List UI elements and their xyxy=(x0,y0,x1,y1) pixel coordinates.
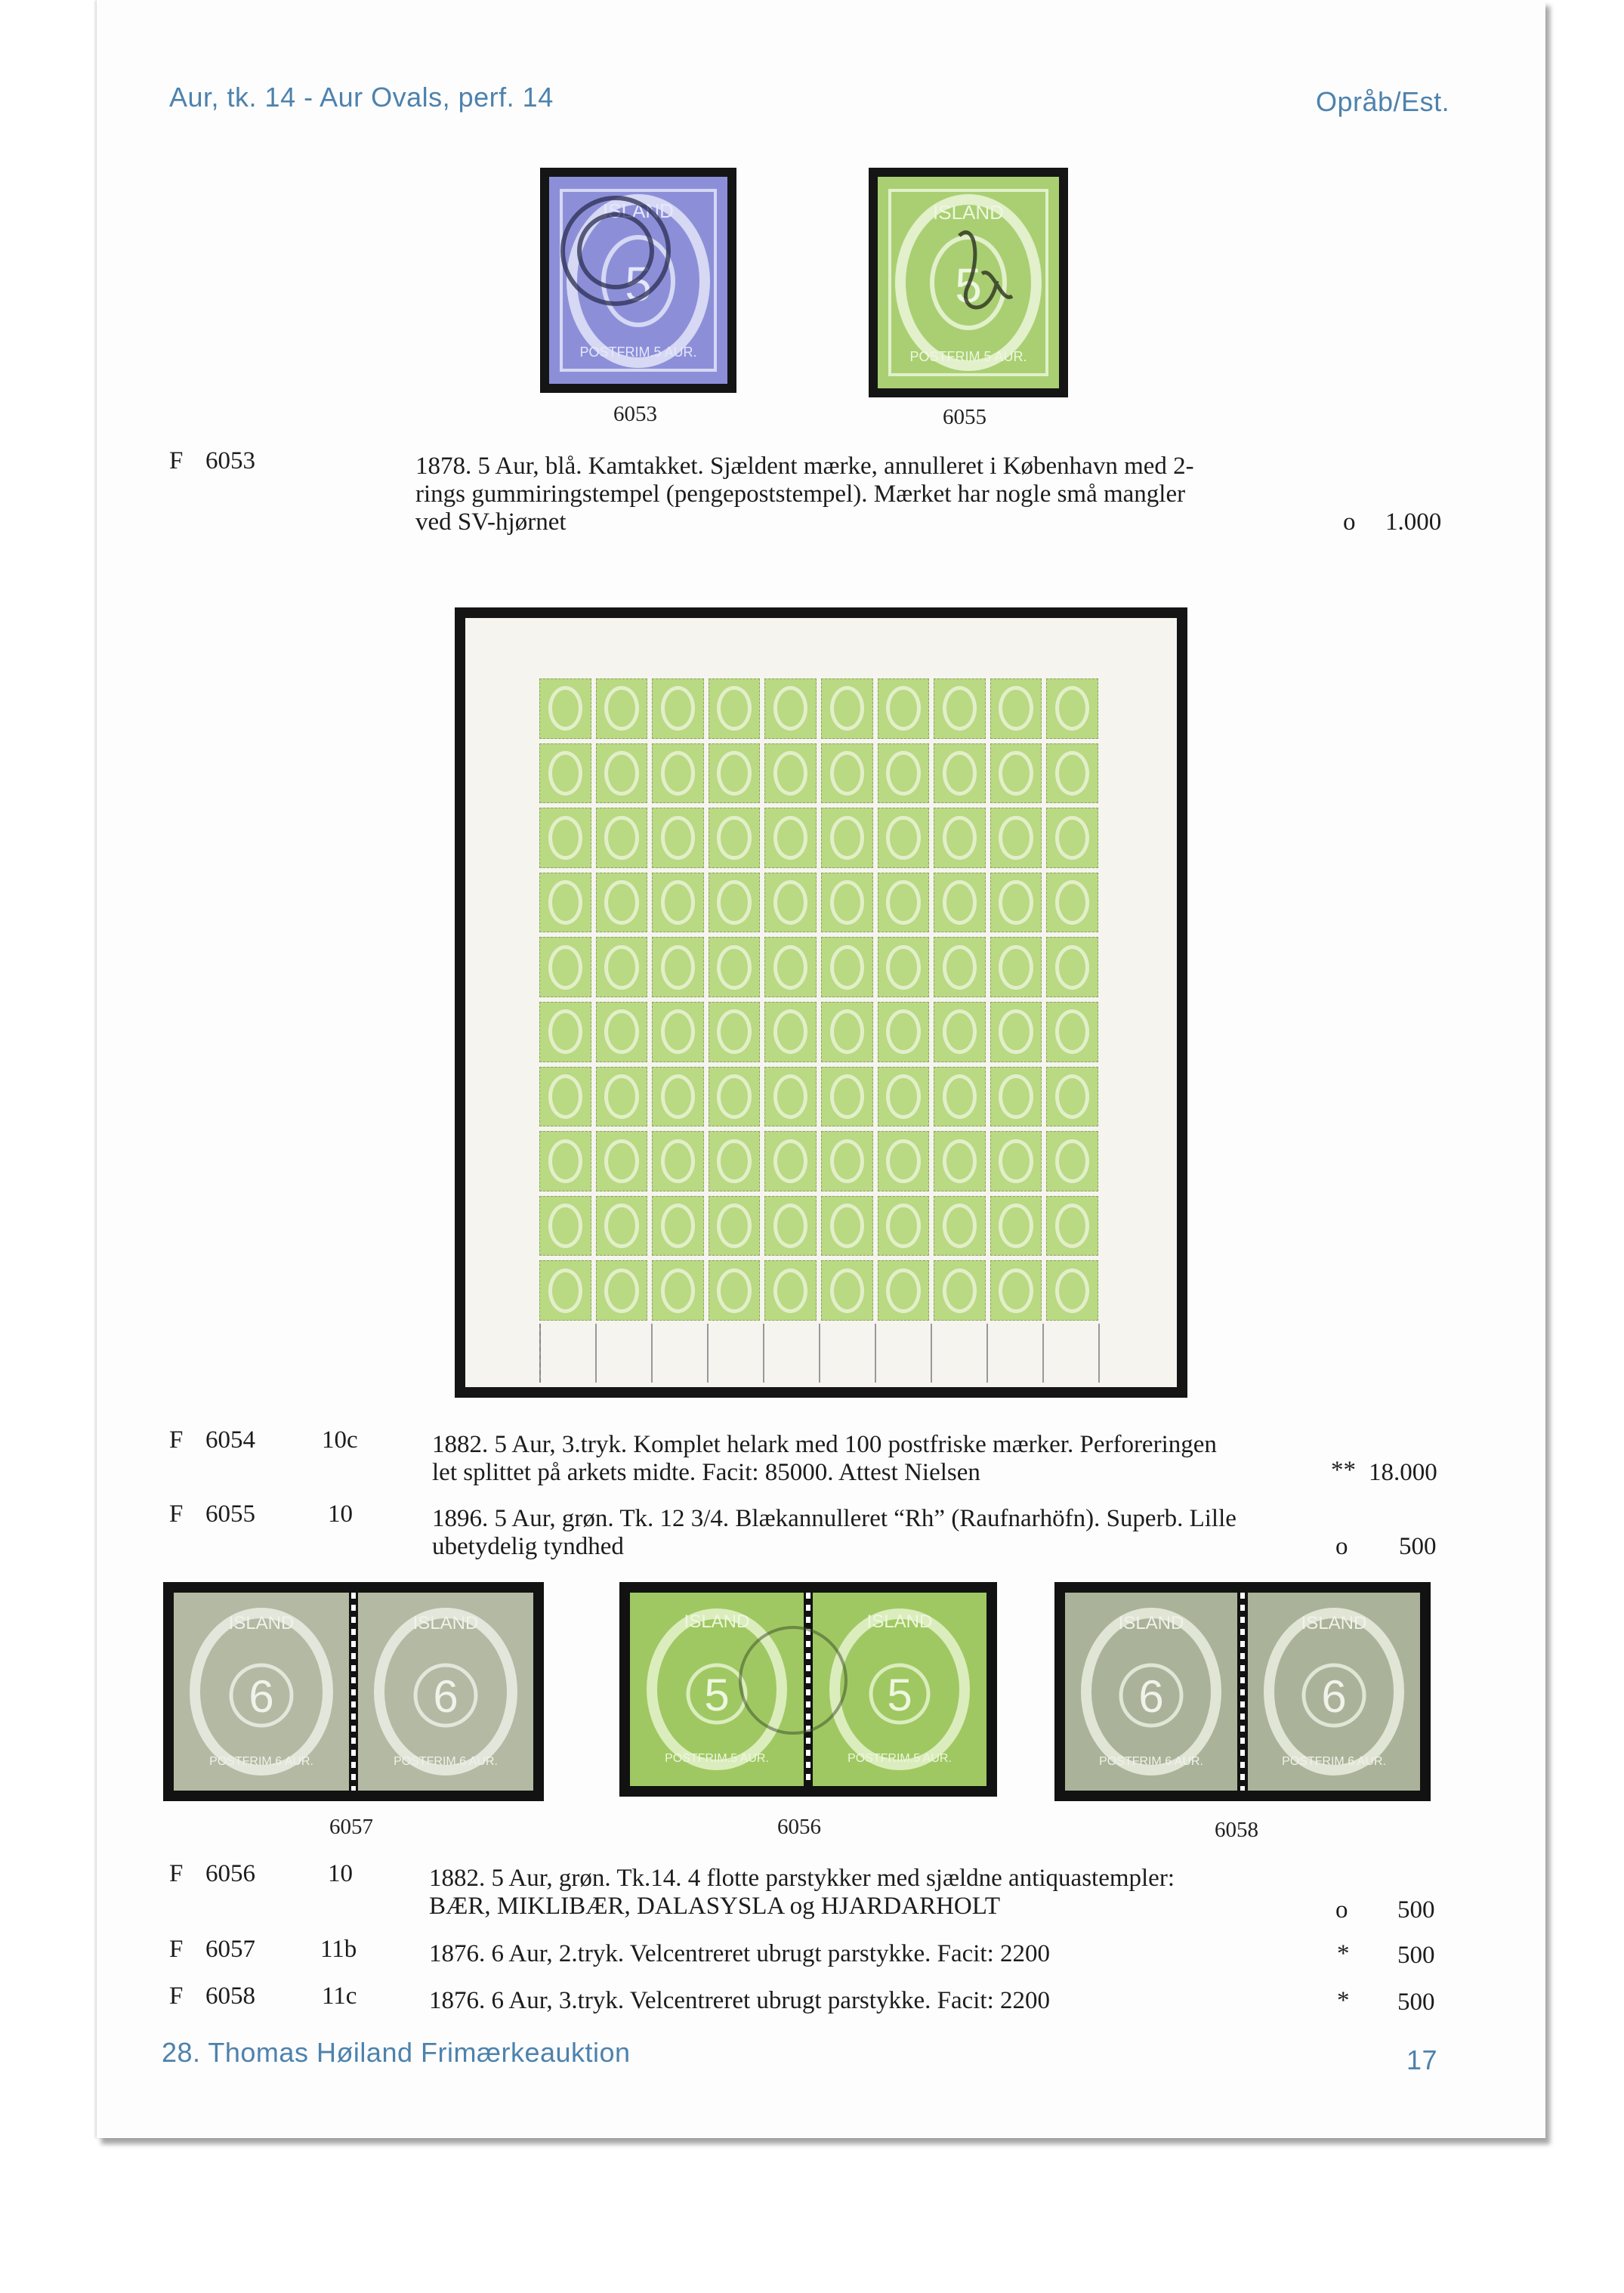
pair-6057-country-right: ISLAND xyxy=(412,1613,479,1633)
sheet-stamp xyxy=(1046,678,1098,739)
lot-estimate: 500 xyxy=(1397,1942,1435,1969)
sheet-stamp xyxy=(764,1067,817,1127)
sheet-stamp xyxy=(1046,937,1098,997)
sheet-stamp xyxy=(764,1260,817,1321)
lot-condition: * xyxy=(1337,1987,1350,2014)
stamp-6055-country: ISLAND xyxy=(933,201,1004,224)
pair-6056-denomination-left: 5 xyxy=(704,1670,730,1720)
sheet-stamp xyxy=(539,1067,591,1127)
sheet-stamp xyxy=(596,743,648,804)
sheet-stamp xyxy=(878,1196,930,1256)
stamp-6053-image xyxy=(540,168,736,393)
sheet-stamp xyxy=(596,1260,648,1321)
sheet-stamp xyxy=(934,1131,986,1191)
lot-number: 6053 xyxy=(205,447,255,474)
stamp-6055-denomination: 5 xyxy=(955,258,982,313)
pair-6058-caption: 6058 xyxy=(1215,1818,1258,1842)
sheet-stamp xyxy=(596,1196,648,1256)
sheet-margin-perforations xyxy=(539,1324,1100,1383)
sheet-stamp xyxy=(709,1196,761,1256)
sheet-stamp xyxy=(709,808,761,868)
pair-6058-denomination-left: 6 xyxy=(1138,1671,1164,1722)
sheet-stamp xyxy=(821,1196,873,1256)
pair-6056-country-left: ISLAND xyxy=(684,1612,750,1632)
pair-6058-country-right: ISLAND xyxy=(1301,1613,1367,1633)
sheet-stamp xyxy=(821,743,873,804)
lot-catalog-number: 11b xyxy=(320,1936,357,1963)
lot-number: 6058 xyxy=(205,1982,255,2010)
sheet-stamp xyxy=(764,1002,817,1062)
lot-estimate: 500 xyxy=(1399,1533,1437,1560)
sheet-stamp xyxy=(764,743,817,804)
sheet-stamp xyxy=(539,873,591,933)
sheet-stamp xyxy=(990,1067,1042,1127)
sheet-stamp xyxy=(934,743,986,804)
pair-6057-denomination-left: 6 xyxy=(249,1671,274,1722)
lot-condition: * xyxy=(1337,1940,1350,1967)
sheet-stamp xyxy=(709,743,761,804)
stamp-6055-image xyxy=(869,168,1068,397)
sheet-stamp xyxy=(709,873,761,933)
sheet-stamp xyxy=(990,1131,1042,1191)
sheet-stamp xyxy=(539,1260,591,1321)
sheet-stamp xyxy=(821,1067,873,1127)
sheet-stamp xyxy=(709,678,761,739)
sheet-stamp xyxy=(764,678,817,739)
sheet-stamp xyxy=(652,873,704,933)
lot-prefix: F xyxy=(169,1500,184,1528)
sheet-stamp xyxy=(934,808,986,868)
pair-6056-bottom-right: POSTFRIM.5 AUR. xyxy=(848,1752,952,1765)
page-footer-title: 28. Thomas Høiland Frimærkeauktion xyxy=(162,2037,631,2068)
sheet-stamp xyxy=(709,937,761,997)
lot-condition: o xyxy=(1335,1896,1348,1924)
sheet-stamp xyxy=(990,678,1042,739)
sheet-stamp xyxy=(878,1002,930,1062)
pair-6056-country-right: ISLAND xyxy=(866,1612,933,1632)
lot-catalog-number: 10 xyxy=(328,1500,353,1528)
sheet-stamp xyxy=(1046,808,1098,868)
sheet-stamp xyxy=(652,1260,704,1321)
sheet-stamp xyxy=(821,1131,873,1191)
sheet-stamp xyxy=(709,1131,761,1191)
sheet-stamp xyxy=(878,1067,930,1127)
lot-description-line: BÆR, MIKLIBÆR, DALASYSLA og HJARDARHOLT xyxy=(429,1893,1001,1920)
sheet-stamp xyxy=(990,1002,1042,1062)
sheet-stamp xyxy=(709,1002,761,1062)
sheet-stamp xyxy=(596,1067,648,1127)
sheet-stamp xyxy=(1046,743,1098,804)
sheet-stamp xyxy=(652,1196,704,1256)
lot-condition: o xyxy=(1335,1533,1348,1560)
sheet-stamp xyxy=(1046,1131,1098,1191)
pair-6057-country-left: ISLAND xyxy=(228,1613,295,1633)
sheet-stamp xyxy=(821,678,873,739)
pair-6056-denomination-right: 5 xyxy=(887,1670,912,1720)
lot-prefix: F xyxy=(169,1860,184,1887)
page-header-title: Aur, tk. 14 - Aur Ovals, perf. 14 xyxy=(169,82,554,113)
sheet-stamp xyxy=(934,937,986,997)
sheet-stamp xyxy=(990,937,1042,997)
sheet-stamp xyxy=(878,873,930,933)
page-header-right: Opråb/Est. xyxy=(1316,86,1450,117)
page-number: 17 xyxy=(1406,2044,1438,2075)
lot-number: 6054 xyxy=(205,1426,255,1454)
sheet-stamp xyxy=(652,808,704,868)
sheet-stamp xyxy=(764,937,817,997)
sheet-stamp xyxy=(990,743,1042,804)
lot-number: 6055 xyxy=(205,1500,255,1528)
sheet-stamp xyxy=(878,743,930,804)
pair-6056-bottom-left: POSTFRIM.5 AUR. xyxy=(665,1752,769,1765)
sheet-stamp xyxy=(539,937,591,997)
stamp-6055-bottom: POSTFRIM.5 AUR. xyxy=(909,349,1027,364)
pair-6057-denomination-right: 6 xyxy=(433,1671,458,1722)
sheet-stamp xyxy=(709,1260,761,1321)
lot-description-line: ubetydelig tyndhed xyxy=(432,1533,624,1560)
catalog-page xyxy=(97,0,1545,2138)
pair-6056-caption: 6056 xyxy=(777,1815,821,1839)
pair-6057-image xyxy=(163,1582,544,1801)
stamp-6053-country: ISLAND xyxy=(603,199,674,222)
sheet-stamp xyxy=(596,1002,648,1062)
pair-6058-image xyxy=(1054,1582,1431,1801)
lot-condition: o xyxy=(1343,508,1356,536)
pair-6056-image xyxy=(619,1582,997,1797)
sheet-stamp xyxy=(652,937,704,997)
pair-6057-bottom-left: POSTFRIM.6 AUR. xyxy=(209,1755,313,1768)
sheet-stamp xyxy=(934,1067,986,1127)
sheet-stamp xyxy=(990,1196,1042,1256)
sheet-stamp xyxy=(934,873,986,933)
lot-description-line: 1896. 5 Aur, grøn. Tk. 12 3/4. Blækannulleret “Rh” (Raufnarhöfn). Superb. Lille xyxy=(432,1505,1237,1532)
sheet-stamp xyxy=(821,808,873,868)
pair-6058-bottom-right: POSTFRIM.6 AUR. xyxy=(1282,1755,1386,1768)
sheet-stamp xyxy=(539,1196,591,1256)
sheet-stamp xyxy=(652,678,704,739)
lot-description-line: 1876. 6 Aur, 3.tryk. Velcentreret ubrugt parstykke. Facit: 2200 xyxy=(429,1987,1050,2014)
stamp-6055-caption: 6055 xyxy=(943,405,986,429)
sheet-stamp xyxy=(1046,1067,1098,1127)
sheet-stamp xyxy=(1046,1002,1098,1062)
lot-condition: ** xyxy=(1331,1457,1356,1484)
pair-6058-country-left: ISLAND xyxy=(1118,1613,1184,1633)
lot-number: 6056 xyxy=(205,1860,255,1887)
lot-description-line: let splittet på arkets midte. Facit: 85000. Attest Nielsen xyxy=(432,1459,980,1486)
sheet-stamp xyxy=(596,873,648,933)
sheet-stamp xyxy=(821,873,873,933)
lot-description-line: 1882. 5 Aur, grøn. Tk.14. 4 flotte parstykker med sjældne antiquastempler: xyxy=(429,1865,1175,1892)
sheet-stamp xyxy=(539,743,591,804)
sheet-stamp xyxy=(652,1067,704,1127)
sheet-stamp xyxy=(539,1002,591,1062)
sheet-stamp xyxy=(990,808,1042,868)
sheet-stamp xyxy=(878,678,930,739)
sheet-stamp xyxy=(934,1002,986,1062)
sheet-stamp xyxy=(1046,1260,1098,1321)
stamp-6053-bottom: POSTFRIM.5 AUR. xyxy=(579,345,697,360)
sheet-stamp xyxy=(821,937,873,997)
lot-description-line: 1882. 5 Aur, 3.tryk. Komplet helark med 100 postfriske mærker. Perforeringen xyxy=(432,1431,1217,1458)
lot-catalog-number: 10 xyxy=(328,1860,353,1887)
sheet-stamp xyxy=(821,1260,873,1321)
sheet-stamp xyxy=(878,808,930,868)
lot-estimate: 500 xyxy=(1397,1896,1435,1924)
sheet-stamp xyxy=(990,1260,1042,1321)
sheet-stamp xyxy=(934,1260,986,1321)
sheet-stamp xyxy=(990,873,1042,933)
sheet-stamp xyxy=(1046,873,1098,933)
stamp-6053-caption: 6053 xyxy=(613,402,657,426)
lot-description-line: rings gummiringstempel (pengepoststempel). Mærket har nogle små mangler xyxy=(415,481,1186,508)
sheet-stamp xyxy=(934,678,986,739)
lot-estimate: 1.000 xyxy=(1385,508,1442,536)
sheet-stamp xyxy=(878,1131,930,1191)
lot-prefix: F xyxy=(169,1426,184,1454)
lot-catalog-number: 11c xyxy=(322,1982,357,2010)
sheet-stamp xyxy=(878,1260,930,1321)
sheet-stamp xyxy=(596,1131,648,1191)
sheet-stamp xyxy=(539,1131,591,1191)
sheet-stamp xyxy=(652,1131,704,1191)
sheet-stamp xyxy=(1046,1196,1098,1256)
sheet-stamp xyxy=(764,808,817,868)
lot-prefix: F xyxy=(169,1982,184,2010)
pair-6057-caption: 6057 xyxy=(329,1815,373,1839)
pair-6057-bottom-right: POSTFRIM.6 AUR. xyxy=(394,1755,498,1768)
lot-description-line: ved SV-hjørnet xyxy=(415,508,567,536)
sheet-stamp xyxy=(821,1002,873,1062)
stamp-6053-denomination: 5 xyxy=(625,257,652,311)
sheet-stamp xyxy=(652,1002,704,1062)
sheet-stamp xyxy=(764,1196,817,1256)
sheet-stamp xyxy=(934,1196,986,1256)
pair-6058-denomination-right: 6 xyxy=(1321,1671,1347,1722)
sheet-stamp xyxy=(539,808,591,868)
sheet-stamp xyxy=(596,808,648,868)
sheet-stamp xyxy=(652,743,704,804)
lot-estimate: 18.000 xyxy=(1369,1459,1437,1486)
full-sheet-6054-stamp-grid xyxy=(539,678,1098,1321)
sheet-stamp xyxy=(764,1131,817,1191)
sheet-stamp xyxy=(596,937,648,997)
sheet-stamp xyxy=(878,937,930,997)
lot-estimate: 500 xyxy=(1397,1989,1435,2016)
sheet-stamp xyxy=(709,1067,761,1127)
lot-description-line: 1876. 6 Aur, 2.tryk. Velcentreret ubrugt parstykke. Facit: 2200 xyxy=(429,1940,1050,1967)
sheet-stamp xyxy=(764,873,817,933)
lot-prefix: F xyxy=(169,447,184,474)
sheet-stamp xyxy=(596,678,648,739)
pair-6058-bottom-left: POSTFRIM.6 AUR. xyxy=(1099,1755,1203,1768)
sheet-stamp xyxy=(539,678,591,739)
lot-catalog-number: 10c xyxy=(322,1426,358,1454)
lot-number: 6057 xyxy=(205,1936,255,1963)
lot-description-line: 1878. 5 Aur, blå. Kamtakket. Sjældent mærke, annulleret i København med 2- xyxy=(415,453,1194,480)
lot-prefix: F xyxy=(169,1936,184,1963)
